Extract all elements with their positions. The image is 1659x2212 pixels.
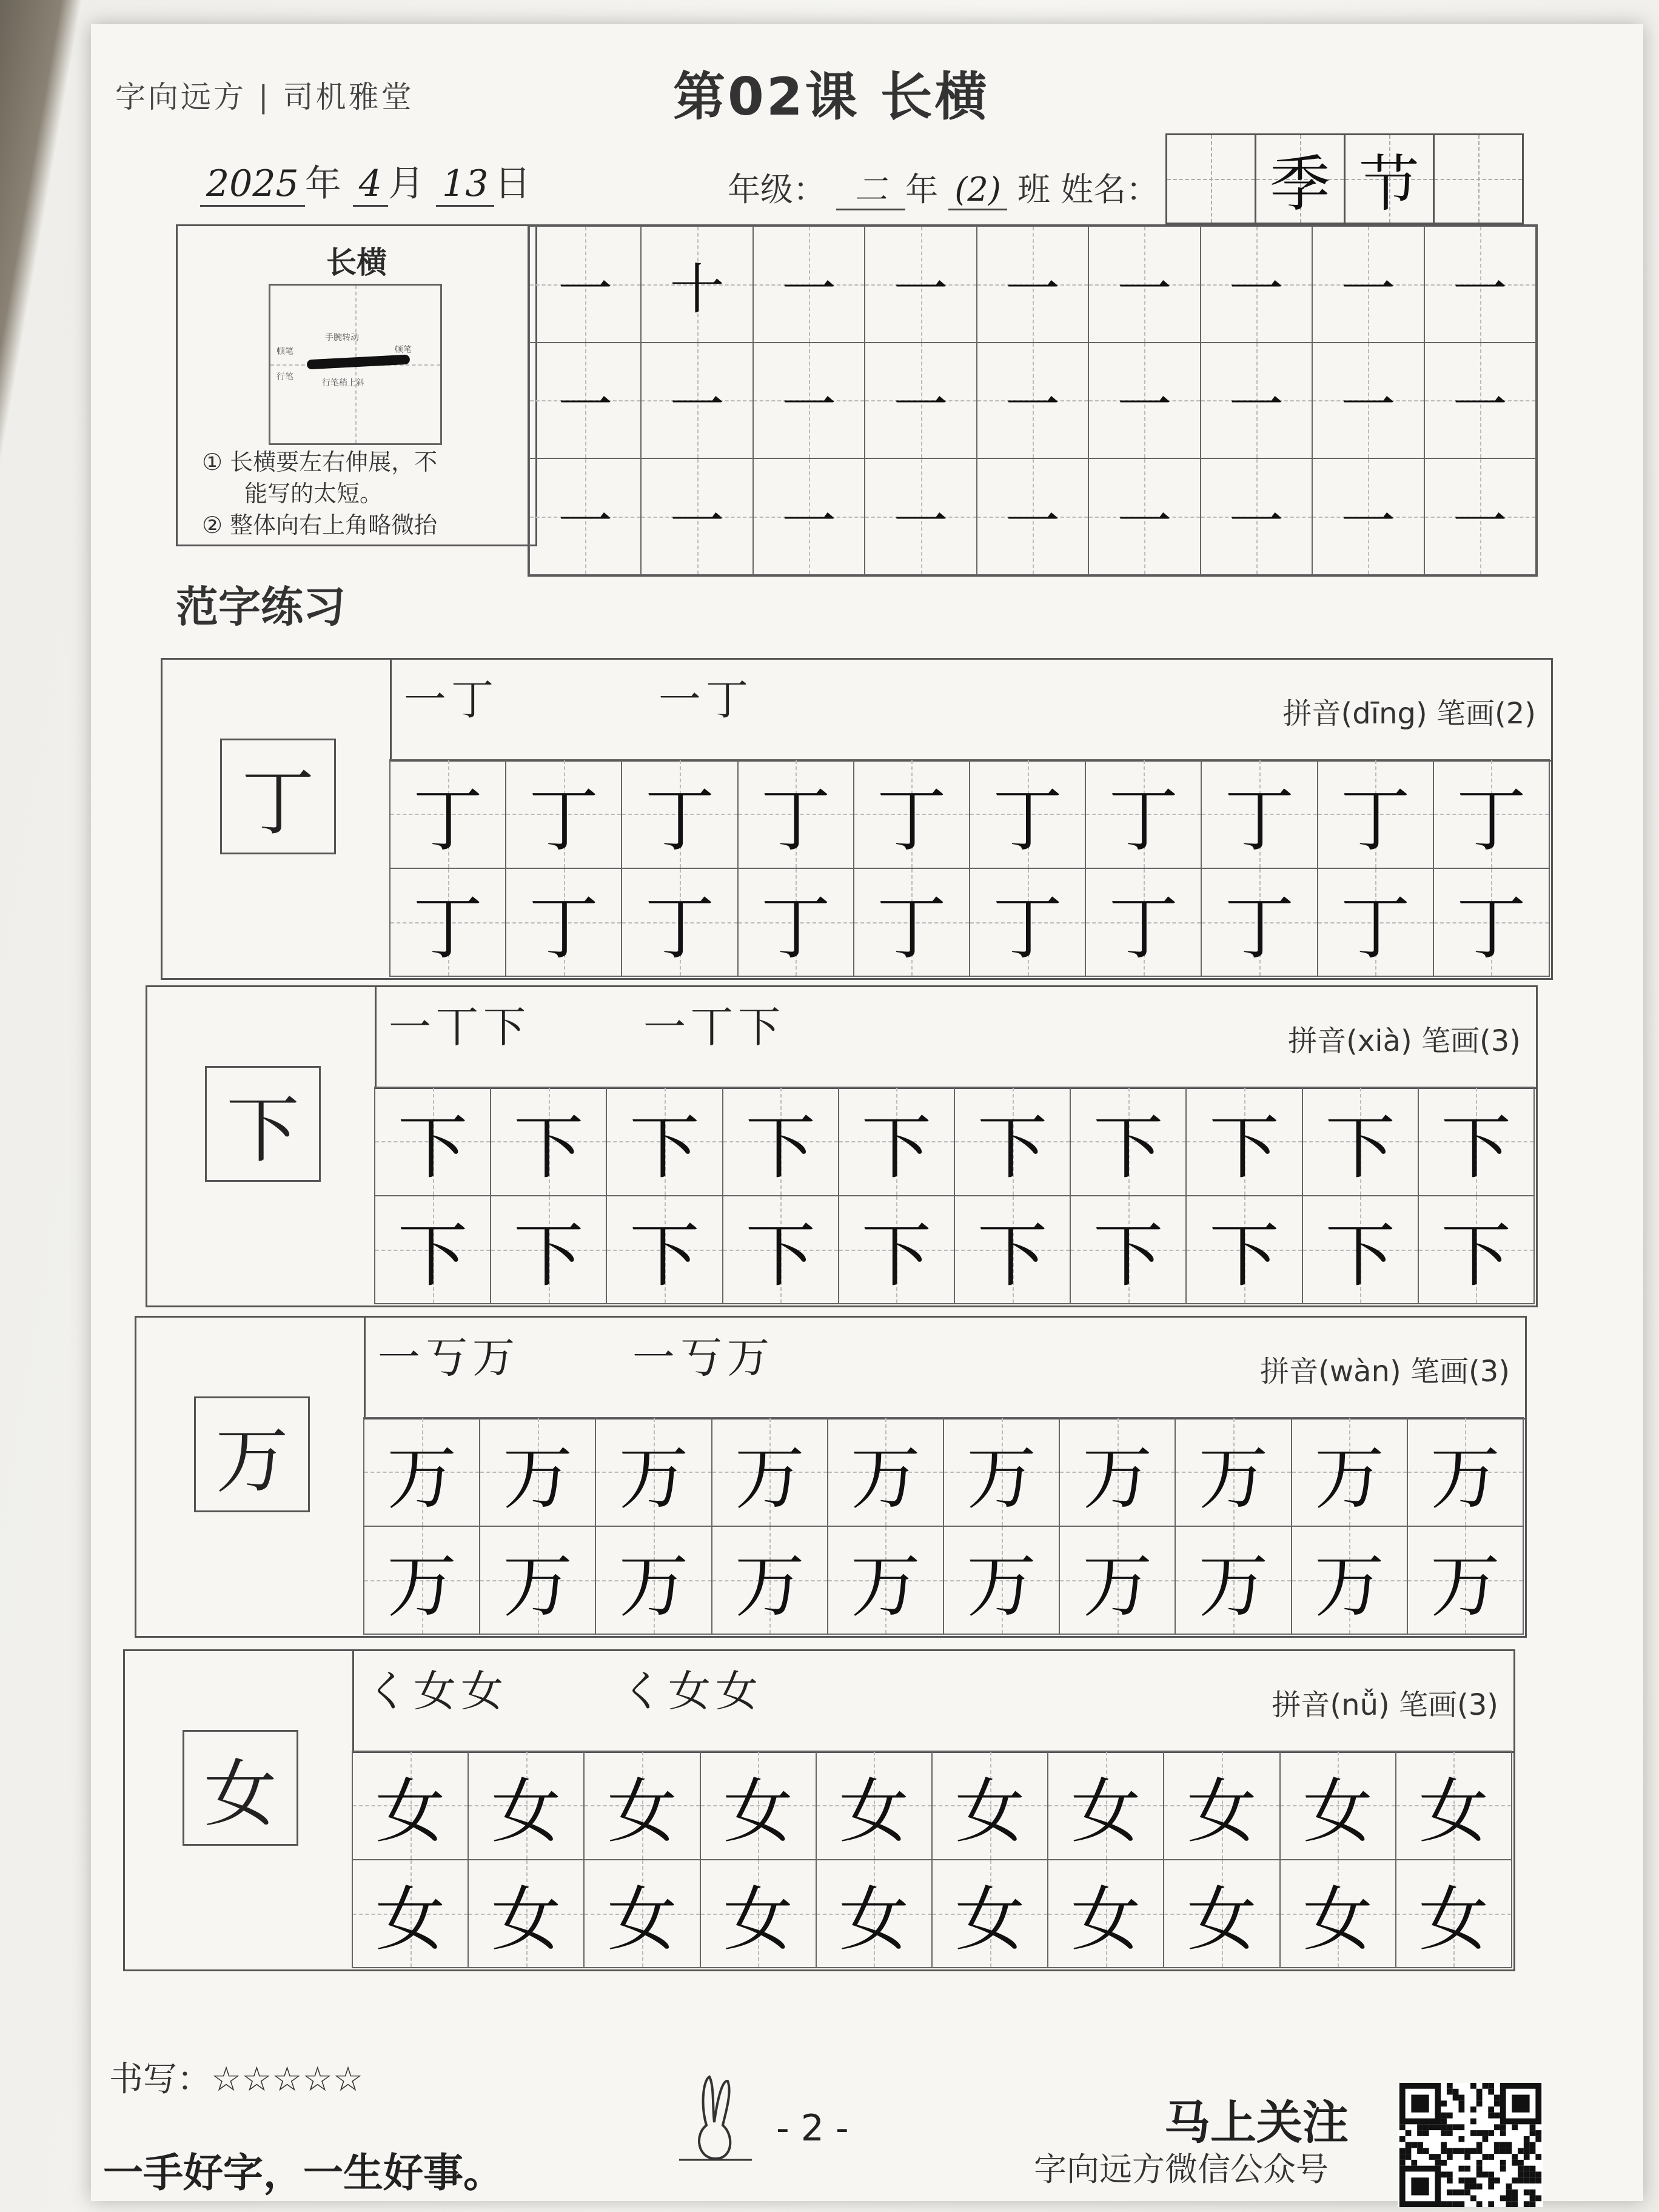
practice-cell: 女 <box>1279 1859 1396 1969</box>
practice-cell: 一 <box>864 226 977 343</box>
practice-cell: 万 <box>943 1417 1060 1527</box>
practice-cell: 丁 <box>1085 759 1202 869</box>
practice-cell: 女 <box>352 1859 469 1969</box>
page-number: - 2 - <box>776 2107 849 2150</box>
practice-cell: 万 <box>479 1417 596 1527</box>
practice-cell: 女 <box>1395 1751 1512 1860</box>
practice-cell: 下 <box>606 1195 723 1305</box>
practice-cell: 下 <box>606 1087 723 1196</box>
practice-cell: 下 <box>722 1087 839 1196</box>
practice-cell: 丁 <box>505 759 622 869</box>
practice-cell: 万 <box>363 1417 480 1527</box>
practice-cell: 万 <box>1059 1417 1176 1527</box>
practice-cell: 万 <box>943 1526 1060 1635</box>
practice-cell: 丁 <box>621 759 738 869</box>
practice-cell: 下 <box>1070 1087 1187 1196</box>
practice-cell: 丁 <box>737 868 854 977</box>
name-cell <box>1433 133 1524 224</box>
practice-cell: 女 <box>468 1751 585 1860</box>
practice-cell: 女 <box>816 1751 933 1860</box>
practice-cell: 女 <box>1279 1751 1396 1860</box>
practice-cell: 一 <box>1424 458 1537 575</box>
strokes-value: 3 <box>1490 1024 1510 1058</box>
stroke-tip: 能写的太短。 <box>244 480 383 507</box>
model-character: 女 <box>183 1730 298 1846</box>
strokes-value: 3 <box>1480 1355 1499 1389</box>
class-value: (2) <box>948 170 1007 210</box>
practice-cell: 一 <box>976 226 1089 343</box>
strokes-value: 2 <box>1506 697 1525 731</box>
long-horizontal-stroke-icon <box>307 355 411 370</box>
stroke-demo-panel <box>176 224 537 546</box>
practice-cell: 下 <box>1302 1195 1419 1305</box>
practice-cell: 一 <box>976 458 1089 575</box>
pinyin-strokes-label: 拼音(dīng) 笔画(2) <box>1282 697 1536 731</box>
practice-cell: 丁 <box>505 868 622 977</box>
practice-cell: 丁 <box>853 759 970 869</box>
stroke-order-row <box>375 987 1536 1089</box>
stroke-tip: ② 整体向右上角略微抬 <box>202 512 438 538</box>
character-practice-block <box>123 1649 1515 1971</box>
date-year: 2025 <box>200 163 305 207</box>
character-practice-block <box>161 658 1553 980</box>
strokes-value: 3 <box>1468 1688 1487 1722</box>
stroke-order-row <box>364 1318 1525 1419</box>
follow-label: 马上关注 <box>1164 2096 1349 2150</box>
practice-cell: 万 <box>1291 1526 1408 1635</box>
writing-grid <box>364 1418 1523 1634</box>
stroke-order: 一丂万 <box>378 1333 520 1382</box>
practice-cell: 一 <box>864 342 977 460</box>
practice-cell: 丁 <box>969 868 1086 977</box>
model-character: 下 <box>205 1066 321 1182</box>
practice-cell: 一 <box>1088 342 1201 460</box>
date-day: 13 <box>436 163 494 207</box>
practice-cell: 一 <box>1088 458 1201 575</box>
practice-cell: 万 <box>1175 1417 1292 1527</box>
practice-cell: 十 <box>640 226 753 343</box>
practice-cell: 下 <box>1418 1195 1535 1305</box>
name-cell <box>1165 133 1256 224</box>
practice-cell: 下 <box>954 1195 1071 1305</box>
rabbit-icon <box>679 2068 752 2165</box>
practice-cell: 万 <box>595 1417 712 1527</box>
practice-cell: 一 <box>1312 226 1424 343</box>
practice-cell: 万 <box>827 1417 944 1527</box>
practice-cell: 丁 <box>737 759 854 869</box>
practice-cell: 万 <box>1175 1526 1292 1635</box>
practice-cell: 一 <box>529 226 642 343</box>
practice-cell: 女 <box>816 1859 933 1969</box>
practice-cell: 一 <box>1424 226 1537 343</box>
practice-cell: 下 <box>1418 1087 1535 1196</box>
practice-cell: 下 <box>722 1195 839 1305</box>
star-rating-icon: ☆☆☆☆☆ <box>211 2060 364 2099</box>
wechat-account-label: 字向远方微信公众号 <box>1034 2150 1329 2188</box>
stroke-practice-grid <box>528 224 1538 577</box>
writing-grid <box>390 760 1549 976</box>
practice-cell: 一 <box>1200 342 1313 460</box>
name-cell: 节 <box>1344 133 1435 224</box>
practice-cell: 万 <box>1407 1526 1524 1635</box>
date-year-label: 年 <box>304 163 341 205</box>
pinyin-value: nǚ <box>1341 1688 1378 1722</box>
practice-cell: 一 <box>640 342 753 460</box>
practice-cell: 万 <box>827 1526 944 1635</box>
practice-cell: 一 <box>864 458 977 575</box>
pinyin-value: wàn <box>1329 1355 1390 1389</box>
brand-logo: 字向远方 | 司机雅堂 <box>115 79 414 115</box>
practice-cell: 一 <box>1088 226 1201 343</box>
grade-label: 年级： <box>728 170 826 209</box>
practice-cell: 女 <box>1163 1751 1280 1860</box>
stroke-order: 一丂万 <box>632 1333 774 1382</box>
date-field <box>200 155 531 207</box>
stroke-order-row <box>390 660 1551 762</box>
name-cell: 季 <box>1255 133 1346 224</box>
pinyin-strokes-label: 拼音(xià) 笔画(3) <box>1288 1024 1521 1058</box>
practice-cell: 一 <box>752 342 865 460</box>
lesson-title: 第02课 长横 <box>673 67 990 127</box>
practice-cell: 一 <box>1200 226 1313 343</box>
practice-cell: 下 <box>1302 1087 1419 1196</box>
practice-cell: 女 <box>468 1859 585 1969</box>
grade-field <box>728 164 1159 210</box>
date-day-label: 日 <box>494 163 531 205</box>
practice-cell: 一 <box>1312 342 1424 460</box>
practice-cell: 万 <box>479 1526 596 1635</box>
practice-cell: 下 <box>1070 1195 1187 1305</box>
practice-cell: 丁 <box>1317 759 1434 869</box>
stroke-demo-diagram: 手腕转动 顿笔 顿笔 行笔 行笔稍上斜 <box>269 284 442 445</box>
class-name-label: 班 姓名： <box>1017 170 1159 209</box>
practice-cell: 女 <box>931 1859 1048 1969</box>
practice-cell: 一 <box>976 342 1089 460</box>
practice-cell: 下 <box>954 1087 1071 1196</box>
grade-suffix: 年 <box>905 170 939 209</box>
writing-grid <box>375 1087 1534 1304</box>
practice-cell: 万 <box>711 1417 828 1527</box>
model-character: 万 <box>194 1396 310 1512</box>
practice-cell: 女 <box>1395 1859 1512 1969</box>
practice-cell: 丁 <box>1433 868 1550 977</box>
writing-label: 书写： <box>109 2060 211 2099</box>
practice-cell: 女 <box>1163 1859 1280 1969</box>
date-month: 4 <box>353 163 388 207</box>
stroke-order: 一丅下 <box>389 1002 531 1052</box>
pinyin-value: dīng <box>1352 697 1416 731</box>
practice-cell: 万 <box>363 1526 480 1635</box>
practice-cell: 女 <box>352 1751 469 1860</box>
stroke-tip: ① 长横要左右伸展，不 <box>202 449 438 475</box>
strokes-label: 笔画 <box>1398 1688 1457 1722</box>
strokes-label: 笔画 <box>1410 1355 1469 1389</box>
practice-cell: 下 <box>490 1087 607 1196</box>
practice-cell: 一 <box>1312 458 1424 575</box>
practice-cell: 女 <box>583 1751 700 1860</box>
practice-cell: 下 <box>838 1195 955 1305</box>
grade-value: 二 <box>836 170 905 210</box>
practice-cell: 万 <box>1059 1526 1176 1635</box>
section-title: 范字练习 <box>176 582 346 632</box>
strokes-label: 笔画 <box>1436 697 1495 731</box>
model-character: 丁 <box>220 739 336 854</box>
practice-cell: 丁 <box>1433 759 1550 869</box>
practice-cell: 一 <box>752 226 865 343</box>
stroke-title: 长横 <box>326 245 387 280</box>
pinyin-strokes-label: 拼音(wàn) 笔画(3) <box>1260 1355 1510 1389</box>
practice-cell: 一 <box>1424 342 1537 460</box>
stroke-order: 一丁 <box>659 675 753 725</box>
practice-cell: 万 <box>1407 1417 1524 1527</box>
pinyin-label: 拼音 <box>1288 1024 1347 1058</box>
practice-cell: 下 <box>374 1195 491 1305</box>
character-practice-block <box>146 985 1538 1307</box>
practice-cell: 丁 <box>853 868 970 977</box>
practice-cell: 万 <box>711 1526 828 1635</box>
practice-cell: 一 <box>640 458 753 575</box>
practice-cell: 丁 <box>389 868 506 977</box>
practice-cell: 下 <box>838 1087 955 1196</box>
qr-code-icon[interactable] <box>1398 2083 1543 2207</box>
practice-cell: 丁 <box>621 868 738 977</box>
practice-cell: 一 <box>1200 458 1313 575</box>
practice-cell: 一 <box>529 342 642 460</box>
stroke-order: 一丅下 <box>643 1002 785 1052</box>
practice-cell: 丁 <box>1201 868 1318 977</box>
practice-cell: 女 <box>1047 1859 1164 1969</box>
practice-cell: 女 <box>700 1751 817 1860</box>
practice-cell: 万 <box>1291 1417 1408 1527</box>
strokes-label: 笔画 <box>1421 1024 1480 1058</box>
practice-cell: 女 <box>1047 1751 1164 1860</box>
practice-cell: 下 <box>1185 1195 1302 1305</box>
practice-cell: 女 <box>931 1751 1048 1860</box>
pinyin-label: 拼音 <box>1272 1688 1330 1722</box>
pinyin-strokes-label: 拼音(nǚ) 笔画(3) <box>1272 1688 1498 1722</box>
practice-cell: 女 <box>700 1859 817 1969</box>
pinyin-value: xià <box>1357 1024 1401 1058</box>
name-grid <box>1167 133 1524 224</box>
stroke-order: く女女 <box>621 1666 763 1716</box>
practice-cell: 丁 <box>1317 868 1434 977</box>
stroke-order: く女女 <box>366 1666 508 1716</box>
practice-cell: 丁 <box>1201 759 1318 869</box>
practice-cell: 一 <box>529 458 642 575</box>
character-practice-block <box>135 1316 1527 1638</box>
stroke-order-row <box>352 1651 1513 1753</box>
stroke-order: 一丁 <box>404 675 498 725</box>
practice-cell: 女 <box>583 1859 700 1969</box>
motto: 一手好字，一生好事。 <box>103 2150 503 2196</box>
practice-cell: 下 <box>1185 1087 1302 1196</box>
practice-cell: 丁 <box>1085 868 1202 977</box>
practice-cell: 下 <box>374 1087 491 1196</box>
writing-grid <box>352 1751 1512 1968</box>
practice-cell: 万 <box>595 1526 712 1635</box>
practice-cell: 一 <box>752 458 865 575</box>
date-month-label: 月 <box>387 163 424 205</box>
writing-rating <box>109 2053 363 2101</box>
pinyin-label: 拼音 <box>1260 1355 1319 1389</box>
practice-cell: 丁 <box>389 759 506 869</box>
practice-cell: 丁 <box>969 759 1086 869</box>
practice-cell: 下 <box>490 1195 607 1305</box>
pinyin-label: 拼音 <box>1282 697 1341 731</box>
